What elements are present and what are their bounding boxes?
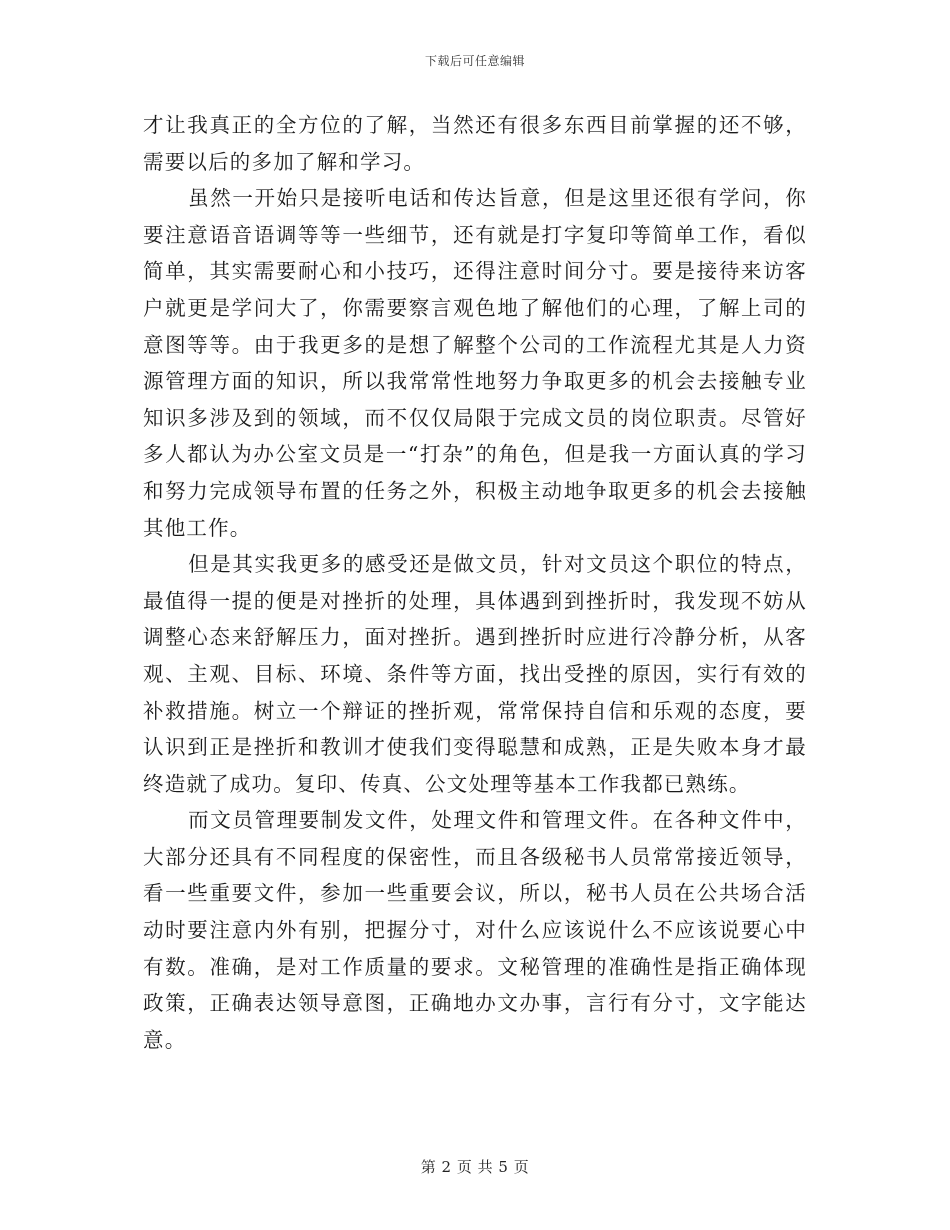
page-header: 下载后可任意编辑 bbox=[424, 54, 525, 68]
paragraph-continuation: 才让我真正的全方位的了解，当然还有很多东西目前掌握的还不够，需要以后的多加了解和学习。 bbox=[143, 113, 807, 174]
paragraph: 而文员管理要制发文件，处理文件和管理文件。在各种文件中，大部分还具有不同程度的保密性，而且各级秘书人员常常接近领导，看一些重要文件，参加一些重要会议，所以，秘书人员在公共场合活动时要注意内外有别，把握分寸，对什么应该说什么不应该说要心中有数。准确，是对工作质量的要求。文秘管理的准确性是指正确体现政策，正确表达领导意图，正确地办文办事，言行有分寸，文字能达意。 bbox=[143, 808, 807, 1052]
page-footer: 第 2 页 共 5 页 bbox=[420, 1158, 530, 1176]
paragraph: 但是其实我更多的感受还是做文员，针对文员这个职位的特点，最值得一提的便是对挫折的处理，具体遇到到挫折时，我发现不妨从调整心态来舒解压力，面对挫折。遇到挫折时应进行冷静分析，从客观、主观、目标、环境、条件等方面，找出受挫的原因，实行有效的补救措施。树立一个辩证的挫折观，常常保持自信和乐观的态度，要认识到正是挫折和教训才使我们变得聪慧和成熟，正是失败本身才最终造就了成功。复印、传真、公文处理等基本工作我都已熟练。 bbox=[143, 552, 807, 796]
paragraph: 虽然一开始只是接听电话和传达旨意，但是这里还很有学问，你要注意语音语调等等一些细节，还有就是打字复印等简单工作，看似简单，其实需要耐心和小技巧，还得注意时间分寸。要是接待来访客户就更是学问大了，你需要察言观色地了解他们的心理，了解上司的意图等等。由于我更多的是想了解整个公司的工作流程尤其是人力资源管理方面的知识，所以我常常性地努力争取更多的机会去接触专业知识多涉及到的领域，而不仅仅局限于完成文员的岗位职责。尽管好多人都认为办公室文员是一“打杂”的角色，但是我一方面认真的学习和努力完成领导布置的任务之外，积极主动地争取更多的机会去接触其他工作。 bbox=[143, 186, 807, 540]
document-body bbox=[143, 107, 807, 1058]
